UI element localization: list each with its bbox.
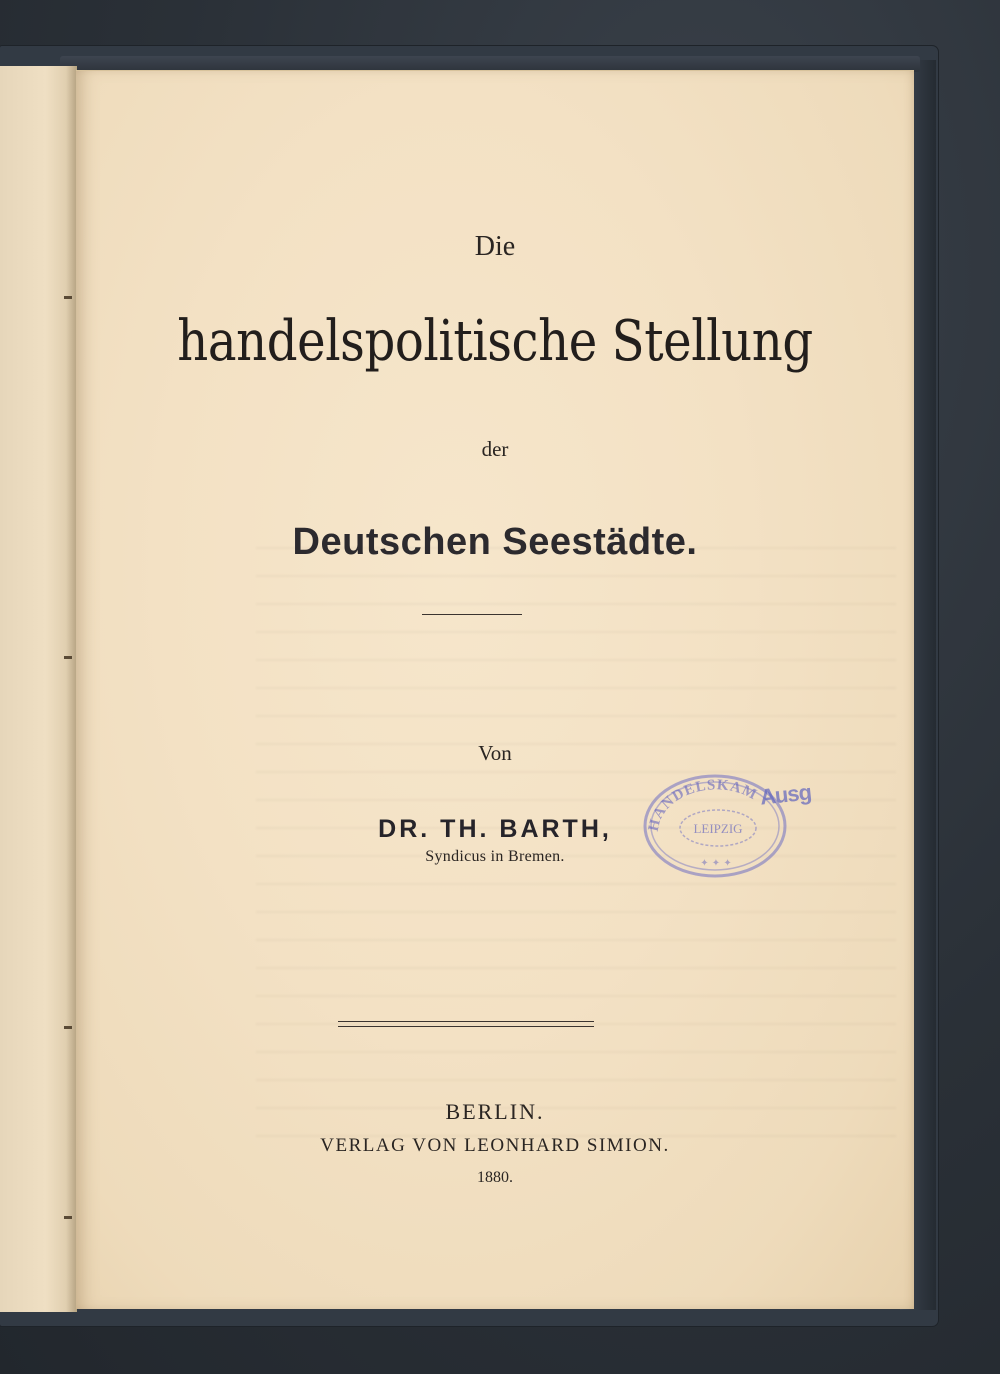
title-article: Die	[474, 231, 516, 262]
separator-rule	[422, 614, 522, 615]
binding-stitch	[64, 1026, 72, 1029]
publication-year: 1880.	[477, 1169, 513, 1186]
stamp-center-text: LEIPZIG	[693, 821, 743, 836]
left-page	[0, 66, 77, 1312]
stamp-top-text: HANDELSKAM	[645, 777, 760, 833]
title-connector: der	[481, 437, 509, 461]
double-rule	[338, 1021, 594, 1027]
title-page	[76, 70, 914, 1309]
publication-city: BERLIN.	[445, 1099, 545, 1124]
main-title: handelspolitische Stellung	[177, 309, 813, 374]
stamp-overlay-text: Ausg	[758, 779, 813, 810]
page-gutter	[66, 66, 76, 1312]
binding-stitch	[64, 296, 72, 299]
byline-prefix: Von	[478, 741, 512, 765]
binding-stitch	[64, 1216, 72, 1219]
publisher-name: VERLAG VON LEONHARD SIMION.	[320, 1135, 670, 1156]
author-name: DR. TH. BARTH,	[378, 815, 612, 843]
title-subject: Deutschen Seestädte.	[292, 521, 698, 563]
author-role: Syndicus in Bremen.	[425, 848, 565, 865]
svg-text:✦ ✦ ✦: ✦ ✦ ✦	[700, 858, 732, 869]
binding-stitch	[64, 656, 72, 659]
